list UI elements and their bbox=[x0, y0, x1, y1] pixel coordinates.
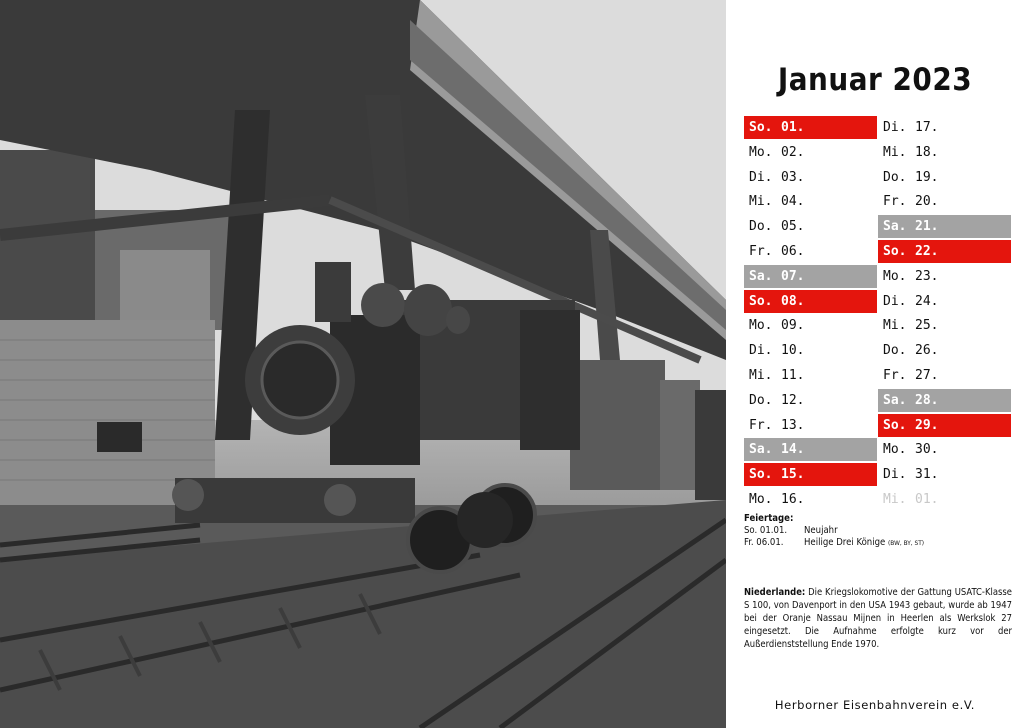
day-cell bbox=[878, 166, 1011, 189]
day-weekday: Di. bbox=[749, 169, 773, 185]
day-cell bbox=[878, 414, 1011, 437]
day-cell bbox=[744, 190, 877, 213]
day-weekday: Sa. bbox=[749, 442, 773, 458]
holiday-row bbox=[744, 537, 1014, 549]
day-date: 10. bbox=[781, 343, 805, 359]
day-cell bbox=[878, 141, 1011, 164]
day-cell bbox=[878, 290, 1011, 313]
holiday-row bbox=[744, 525, 1014, 537]
day-cell bbox=[878, 116, 1011, 139]
day-weekday: Mi. bbox=[749, 194, 773, 210]
day-weekday: Mo. bbox=[749, 144, 773, 160]
day-date: 07. bbox=[781, 268, 805, 284]
day-cell bbox=[744, 339, 877, 362]
day-cell bbox=[744, 116, 877, 139]
day-weekday: Mo. bbox=[883, 442, 907, 458]
day-date: 28. bbox=[915, 392, 939, 408]
day-date: 12. bbox=[781, 392, 805, 408]
day-cell bbox=[878, 265, 1011, 288]
day-cell bbox=[878, 314, 1011, 337]
day-cell bbox=[744, 215, 877, 238]
day-weekday: Mi. bbox=[883, 318, 907, 334]
description-lead: Niederlande: bbox=[744, 587, 806, 598]
day-date: 17. bbox=[915, 120, 939, 135]
day-date: 24. bbox=[915, 293, 939, 309]
holiday-name: Heilige Drei Könige bbox=[804, 537, 886, 548]
day-cell bbox=[878, 389, 1011, 412]
day-weekday: So. bbox=[749, 293, 773, 309]
day-weekday: Mi. bbox=[883, 144, 907, 160]
day-cell bbox=[744, 290, 877, 313]
day-weekday: Sa. bbox=[883, 392, 907, 408]
day-date: 01. bbox=[915, 492, 939, 507]
day-weekday: Do. bbox=[749, 392, 773, 408]
day-cell bbox=[744, 389, 877, 412]
day-date: 21. bbox=[915, 219, 939, 235]
day-date: 14. bbox=[781, 442, 805, 458]
day-weekday: Mo. bbox=[749, 492, 773, 507]
day-cell bbox=[744, 265, 877, 288]
day-cell bbox=[878, 488, 1011, 511]
day-weekday: Mi. bbox=[883, 492, 907, 507]
day-weekday: Di. bbox=[883, 467, 907, 483]
day-date: 25. bbox=[915, 318, 939, 334]
day-cell bbox=[878, 339, 1011, 362]
day-cell bbox=[878, 190, 1011, 213]
day-date: 18. bbox=[915, 144, 939, 160]
day-weekday: Fr. bbox=[749, 244, 773, 259]
month-title: Januar 2023 bbox=[777, 62, 973, 98]
day-date: 04. bbox=[781, 194, 805, 210]
day-date: 03. bbox=[781, 169, 805, 185]
day-date: 19. bbox=[915, 169, 939, 185]
day-date: 13. bbox=[781, 417, 805, 433]
day-cell bbox=[744, 488, 877, 511]
holiday-date: Fr. 06.01. bbox=[744, 537, 784, 548]
day-date: 15. bbox=[781, 467, 805, 483]
day-weekday: Do. bbox=[883, 169, 907, 185]
holidays-title: Feiertage: bbox=[744, 513, 794, 524]
day-cell bbox=[744, 314, 877, 337]
day-date: 22. bbox=[915, 244, 939, 259]
holiday-note: (BW, BY, ST) bbox=[888, 539, 925, 547]
day-date: 05. bbox=[781, 219, 805, 235]
club-name: Herborner Eisenbahnverein e.V. bbox=[774, 698, 976, 712]
day-cell bbox=[744, 141, 877, 164]
day-cell bbox=[878, 438, 1011, 461]
day-cell bbox=[744, 438, 877, 461]
day-weekday: Fr. bbox=[883, 368, 907, 383]
day-cell bbox=[878, 364, 1011, 387]
day-weekday: So. bbox=[883, 244, 907, 259]
day-cell bbox=[744, 463, 877, 486]
day-date: 11. bbox=[781, 368, 805, 383]
photo-description bbox=[744, 586, 1012, 651]
day-date: 02. bbox=[781, 144, 805, 160]
day-weekday: Do. bbox=[883, 343, 907, 359]
day-date: 06. bbox=[781, 244, 805, 259]
holiday-date: So. 01.01. bbox=[744, 525, 788, 536]
day-cell bbox=[878, 463, 1011, 486]
day-cell bbox=[744, 364, 877, 387]
day-weekday: Fr. bbox=[749, 417, 773, 433]
day-date: 08. bbox=[781, 293, 805, 309]
day-date: 09. bbox=[781, 318, 805, 334]
day-cell bbox=[744, 414, 877, 437]
day-date: 23. bbox=[915, 268, 939, 284]
day-date: 30. bbox=[915, 442, 939, 458]
day-cell bbox=[878, 215, 1011, 238]
holidays-block bbox=[744, 513, 1014, 549]
day-date: 16. bbox=[781, 492, 805, 507]
day-weekday: Sa. bbox=[749, 268, 773, 284]
day-weekday: Di. bbox=[883, 120, 907, 135]
calendar-panel bbox=[726, 0, 1024, 728]
day-weekday: Fr. bbox=[883, 194, 907, 210]
day-weekday: Di. bbox=[749, 343, 773, 359]
day-date: 27. bbox=[915, 368, 939, 383]
day-weekday: So. bbox=[883, 417, 907, 433]
day-cell bbox=[878, 240, 1011, 263]
day-date: 26. bbox=[915, 343, 939, 359]
day-cell bbox=[744, 166, 877, 189]
day-date: 31. bbox=[915, 467, 939, 483]
day-date: 29. bbox=[915, 417, 939, 433]
day-date: 01. bbox=[781, 120, 805, 135]
day-weekday: Mi. bbox=[749, 368, 773, 383]
day-date: 20. bbox=[915, 194, 939, 210]
day-weekday: Di. bbox=[883, 293, 907, 309]
day-weekday: Sa. bbox=[883, 219, 907, 235]
day-weekday: So. bbox=[749, 120, 773, 135]
day-weekday: So. bbox=[749, 467, 773, 483]
holiday-name: Neujahr bbox=[804, 525, 838, 536]
day-cell bbox=[744, 240, 877, 263]
day-weekday: Mo. bbox=[749, 318, 773, 334]
day-weekday: Mo. bbox=[883, 268, 907, 284]
day-weekday: Do. bbox=[749, 219, 773, 235]
description-text: Die Kriegslokomotive der Gattung USATC-Klasse S 100, von Davenport in den USA 1943 gebaut, wurde ab 1947 bei der Oranje Nassau Mijnen in Heerlen als Werkslok 27 eingesetzt. Die Aufnahme erfolgte kurz vor der Außerdienststellung Ende 1970. bbox=[744, 587, 1012, 650]
